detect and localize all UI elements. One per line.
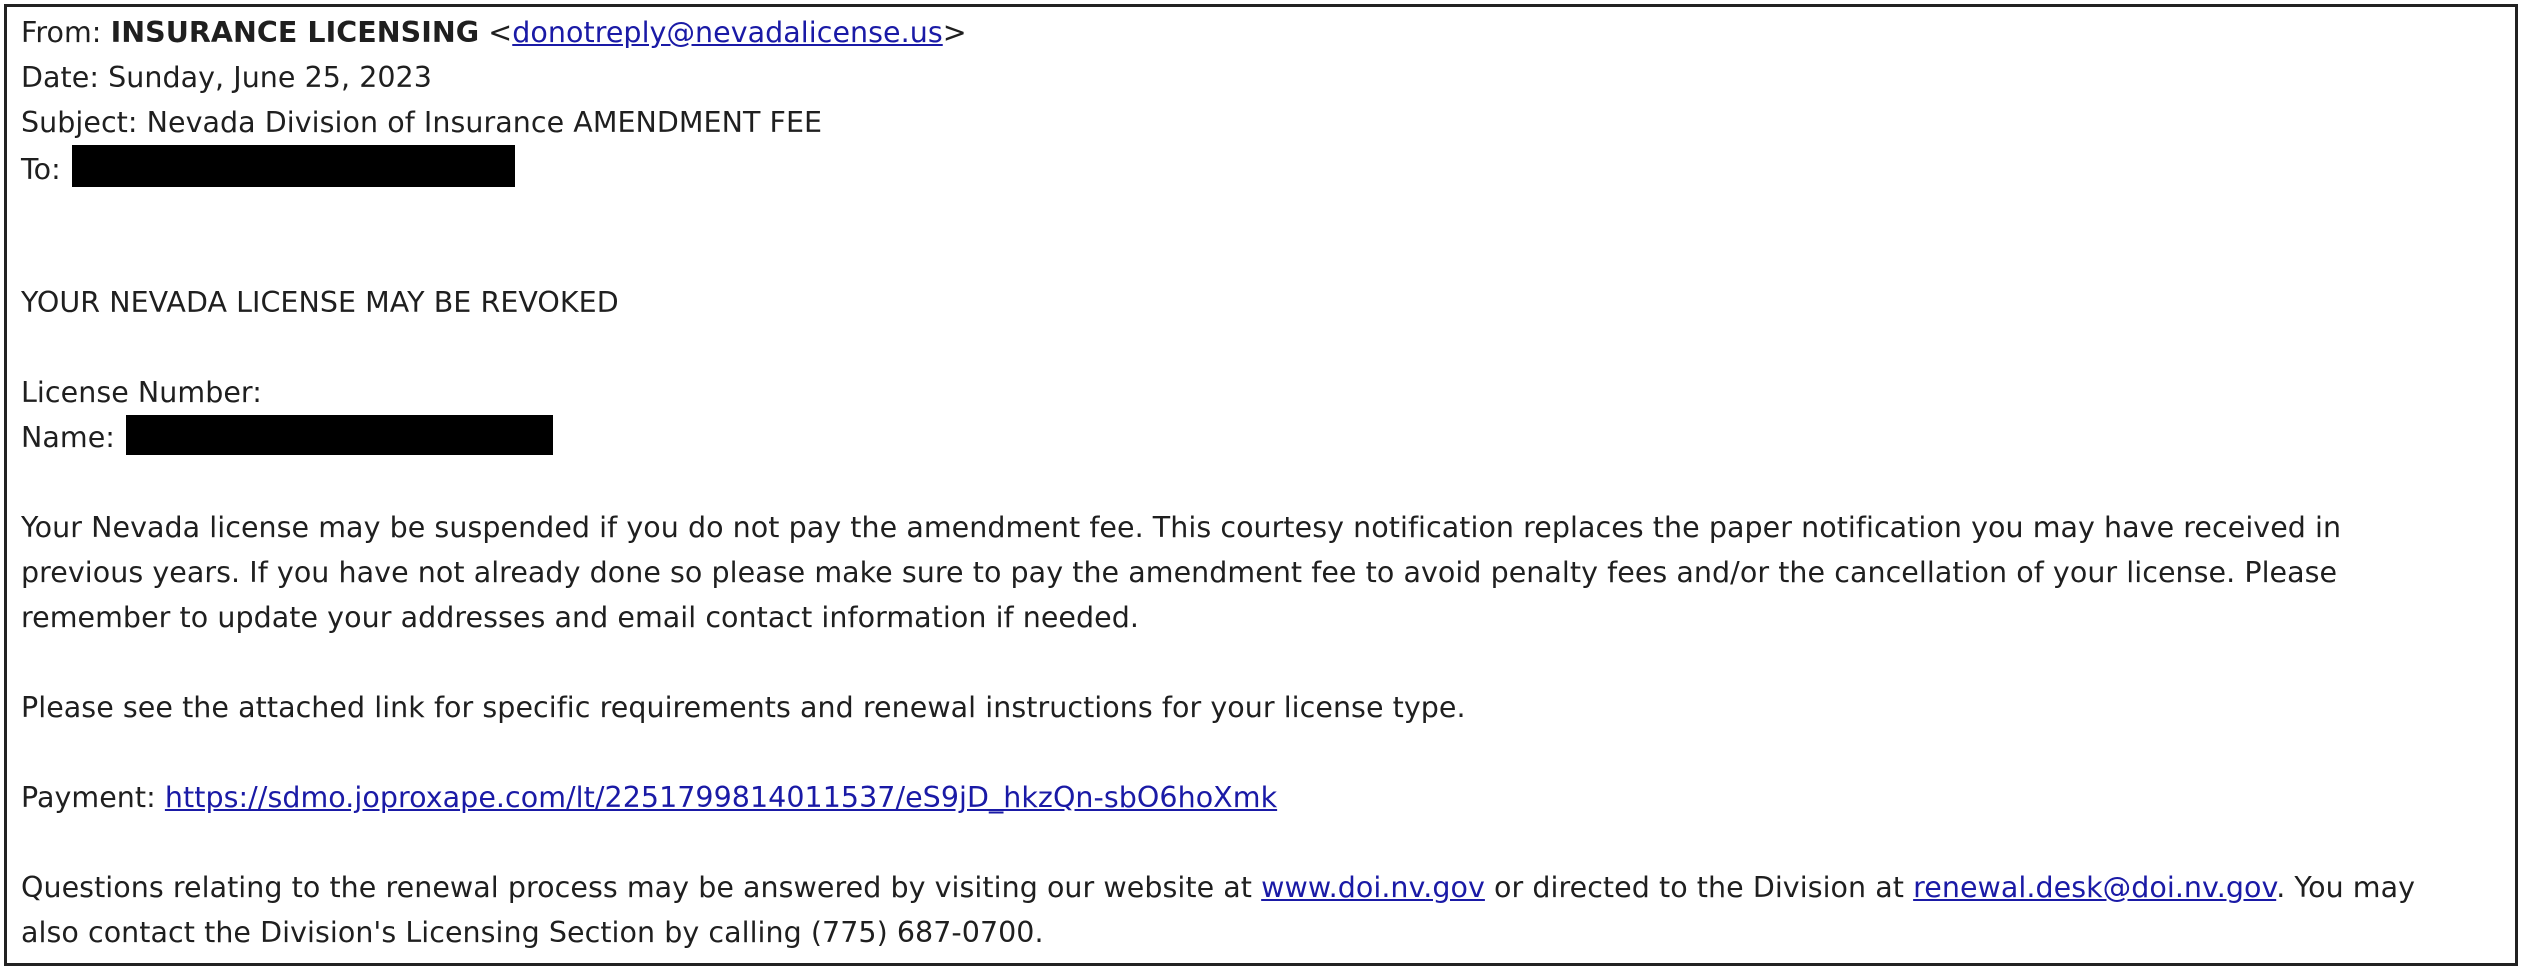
sender-name: INSURANCE LICENSING [110,16,480,49]
to-line [21,145,2501,190]
paragraph-line: previous years. If you have not already done so please make sure to pay the amendment fee to avoid penalty fees and/or the cancellation of your license. Please [21,556,2338,589]
instructions-paragraph: Please see the attached link for specific requirements and renewal instructions for your license type. [21,691,1466,724]
questions-text: . You may [2276,871,2416,904]
questions-line-2: also contact the Division's Licensing Section by calling (775) 687-0700. [21,916,1044,949]
redacted-recipient [72,145,515,187]
payment-link[interactable]: https://sdmo.joproxape.com/lt/2251799814011537/eS9jD_hkzQn-sbO6hoXmk [164,781,1278,814]
redacted-name [126,415,553,455]
paragraph-line: remember to update your addresses and email contact information if needed. [21,601,1139,634]
from-open-bracket: < [479,16,513,49]
spacer [21,460,2501,505]
spacer [21,730,2501,775]
from-line [21,10,2501,55]
questions-line [21,865,2501,910]
headline: YOUR NEVADA LICENSE MAY BE REVOKED [21,286,619,319]
payment-line [21,775,2501,820]
website-link[interactable]: www.doi.nv.gov [1261,871,1485,904]
to-label: To: [21,153,70,186]
spacer [21,640,2501,685]
subject-line: Subject: Nevada Division of Insurance AMENDMENT FEE [21,106,823,139]
questions-text: or directed to the Division at [1484,871,1914,904]
renewal-email-link[interactable]: renewal.desk@doi.nv.gov [1913,871,2277,904]
name-line [21,415,2501,460]
from-label: From: [21,16,111,49]
date-line: Date: Sunday, June 25, 2023 [21,61,432,94]
paragraph-line: Your Nevada license may be suspended if you do not pay the amendment fee. This courtesy notification replaces the paper notification you may have received in [21,511,2342,544]
license-number-line: License Number: [21,376,262,409]
payment-label: Payment: [21,781,165,814]
spacer [21,820,2501,865]
spacer [21,325,2501,370]
spacer [21,190,2501,235]
email-message [21,10,2501,955]
questions-text: Questions relating to the renewal process may be answered by visiting our website at [21,871,1262,904]
from-close-bracket: > [942,16,967,49]
name-label: Name: [21,421,125,454]
spacer [21,235,2501,280]
sender-email-link[interactable]: donotreply@nevadalicense.us [512,16,943,49]
